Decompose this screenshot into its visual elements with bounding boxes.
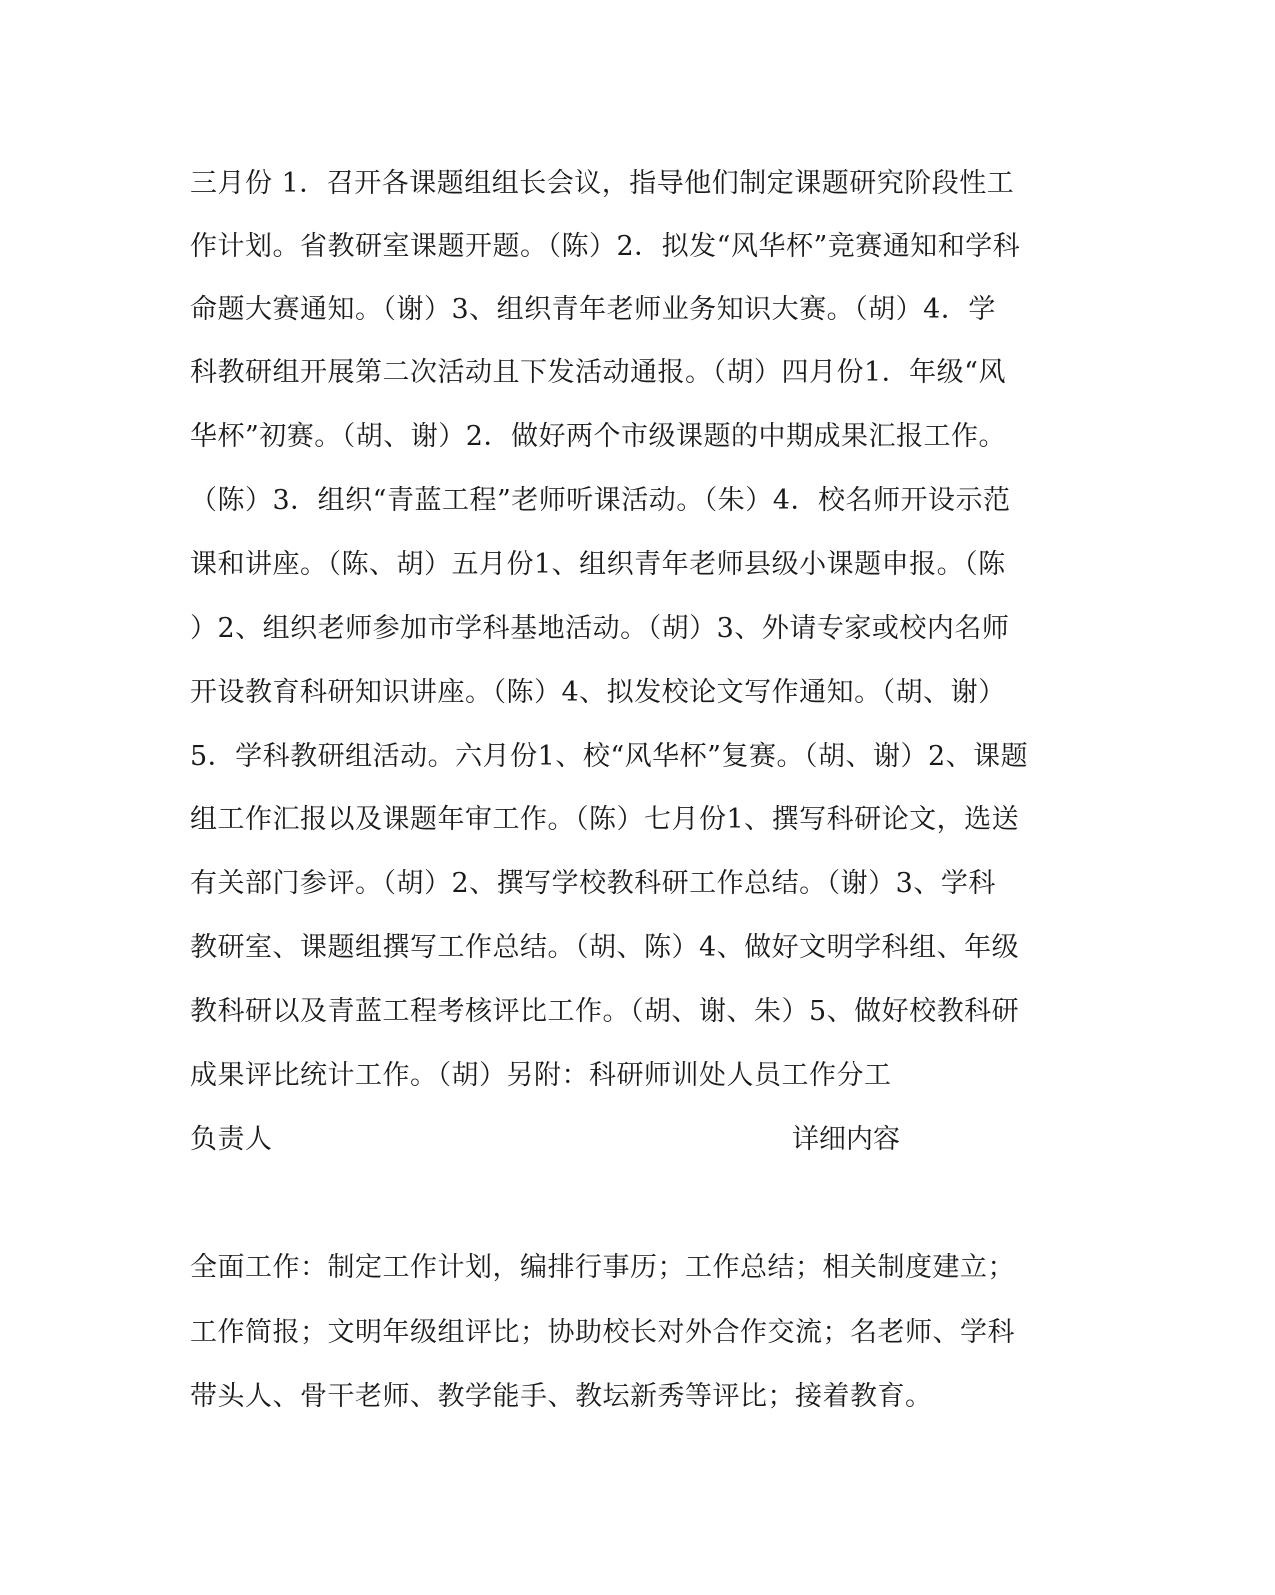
paragraph-line: 课和讲座。（陈、胡）五月份1、组织青年老师县级小课题申报。（陈 — [190, 549, 1006, 580]
paragraph-line: 工作简报；文明年级组评比；协助校长对外合作交流；名老师、学科 — [190, 1317, 1015, 1348]
paragraph-line: 全面工作：制定工作计划，编排行事历；工作总结；相关制度建立； — [190, 1252, 1015, 1283]
paragraph-line: 开设教育科研知识讲座。（陈）4、拟发校论文写作通知。（胡、谢） — [190, 677, 1006, 708]
paragraph-line: 科教研组开展第二次活动且下发活动通报。（胡）四月份1．年级“风 — [190, 357, 1006, 388]
paragraph-line: （陈）3．组织“青蓝工程”老师听课活动。（朱）4．校名师开设示范 — [190, 485, 1011, 516]
table-header-left: 负责人 — [190, 1124, 273, 1155]
paragraph-line: ）2、组织老师参加市学科基地活动。（胡）3、外请专家或校内名师 — [190, 613, 1010, 644]
paragraph-line: 成果评比统计工作。（胡）另附：科研师训处人员工作分工 — [190, 1060, 892, 1091]
paragraph-line: 带头人、骨干老师、教学能手、教坛新秀等评比；接着教育。 — [190, 1381, 933, 1412]
paragraph-line: 教科研以及青蓝工程考核评比工作。（胡、谢、朱）5、做好校教科研 — [190, 996, 1020, 1027]
paragraph-line: 命题大赛通知。（谢）3、组织青年老师业务知识大赛。（胡）4．学 — [190, 294, 996, 325]
table-header-right: 详细内容 — [792, 1124, 900, 1155]
paragraph-line: 三月份 1．召开各课题组组长会议，指导他们制定课题研究阶段性工 — [190, 168, 1015, 199]
paragraph-line: 教研室、课题组撰写工作总结。（胡、陈）4、做好文明学科组、年级 — [190, 932, 1020, 963]
paragraph-line: 组工作汇报以及课题年审工作。（陈）七月份1、撰写科研论文，选送 — [190, 804, 1020, 835]
paragraph-line: 作计划。省教研室课题开题。（陈）2．拟发“风华杯”竞赛通知和学科 — [190, 231, 1021, 262]
paragraph-line: 华杯”初赛。（胡、谢）2．做好两个市级课题的中期成果汇报工作。 — [190, 421, 1006, 452]
paragraph-line: 有关部门参评。（胡）2、撰写学校教科研工作总结。（谢）3、学科 — [190, 868, 996, 899]
paragraph-line: 5．学科教研组活动。六月份1、校“风华杯”复赛。（胡、谢）2、课题 — [190, 741, 1029, 772]
